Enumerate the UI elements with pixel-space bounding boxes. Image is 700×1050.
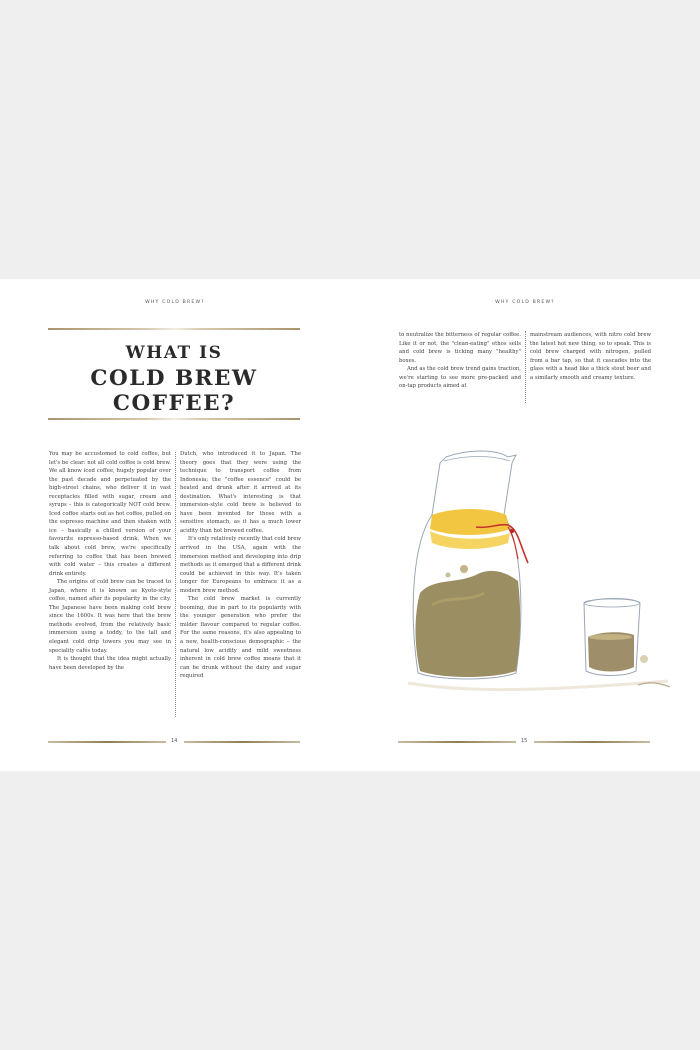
glass-rim xyxy=(584,599,640,607)
coffee-drip xyxy=(446,573,451,578)
body-column-2 xyxy=(530,331,651,382)
yellow-collar xyxy=(430,509,510,535)
running-head: WHY COLD BREW? xyxy=(495,300,555,305)
chapter-title xyxy=(48,341,300,416)
title-line-1: WHAT IS xyxy=(125,343,223,363)
paragraph: It's only relatively recently that cold brew arrived in the USA, again with the immersion method and developing into drip methods as it emerged that a different drink could be achieved in this way. It's taken longer for Europeans to embrace it as a modern brew method. xyxy=(180,536,301,594)
glass-splash xyxy=(640,655,648,663)
column-divider xyxy=(525,331,526,403)
paragraph: The cold brew market is currently booming, due in part to its popularity with the younger generation who prefer the milder flavour compared to regular coffee. For the same reasons, it's also appealing to a new, health-conscious demographic – the natural low acidity and mild sweetness inherent in cold brew coffee means that it can be drunk without the dairy and sugar required xyxy=(180,596,301,680)
shadow-wash xyxy=(638,683,670,687)
footer-rule-right xyxy=(534,741,650,743)
page-number: 14 xyxy=(171,738,178,744)
body-column-1 xyxy=(49,450,171,672)
paragraph: It is thought that the idea might actually have been developed by the xyxy=(49,656,171,671)
body-column-2 xyxy=(180,450,301,681)
title-line-2: COLD BREW xyxy=(90,366,258,391)
column-divider xyxy=(175,452,176,717)
shadow-wash xyxy=(408,681,668,690)
paragraph: mainstream audiences, with nitro cold brew the latest hot new thing, so to speak. This is cold brew charged with nitrogen, pulled from a bar tap, so that it cascades into the glass with a head like a thick stout beer and a similarly smooth and creamy texture. xyxy=(530,332,651,381)
page-number: 15 xyxy=(521,738,528,744)
paragraph: You may be accustomed to cold coffee, but let's be clear: not all cold coffee is cold brew. We all know iced coffee, hugely popular over the past decade and perpetuated by the high-street chains, who deliver it in vast receptacles filled with sugar, cream and syrups – this is categorically NOT cold brew. Iced coffee starts out as hot coffee, pulled on the espresso machine and then shaken with ice – basically a chilled version of your favourite espresso-based drink. When we talk about cold brew, we're specifically referring to coffee that has been brewed with cold water – this creates a different drink entirely. xyxy=(49,451,171,577)
red-bead xyxy=(510,529,514,533)
coffee-drip xyxy=(460,565,468,573)
footer-rule-left xyxy=(398,741,516,743)
footer-rule-left xyxy=(48,741,166,743)
left-page xyxy=(0,279,350,771)
cold-brew-illustration xyxy=(388,445,678,710)
running-head: WHY COLD BREW? xyxy=(145,300,205,305)
title-top-rule xyxy=(48,328,300,330)
title-bottom-rule xyxy=(48,418,300,420)
title-line-3: COFFEE? xyxy=(112,391,236,416)
glass-foam xyxy=(588,634,632,640)
paragraph: Dutch, who introduced it to Japan. The theory goes that they were using the technique to transport coffee from Indonesia; the "coffee essence" could be heated and drunk after it arrived at its destination. What's interesting is that immersion-style cold brew is believed to have been invented for those with a sensitive stomach, as it has a much lower acidity than hot brewed coffee. xyxy=(180,451,301,534)
body-column-1 xyxy=(399,331,521,391)
carafe-rim xyxy=(444,457,510,462)
paragraph: The origins of cold brew can be traced to Japan, where it is known as Kyoto-style coffee, named after its popularity in the city. The Japanese have been making cold brew since the 1600s. It was here that the brew methods evolved, from the relatively basic immersion using a toddy, to the tall and elegant cold drip towers you may see in speciality cafés today. xyxy=(49,579,171,654)
footer-rule-right xyxy=(184,741,300,743)
coffee-liquid xyxy=(416,571,521,677)
paragraph: to neutralize the bitterness of regular coffee. Like it or not, the "clean-eating" ethos sells and cold brew is ticking many "healthy" boxes. xyxy=(399,332,521,364)
paragraph: And as the cold brew trend gains traction, we're starting to see more pre-packed and on-tap products aimed at xyxy=(399,366,521,390)
